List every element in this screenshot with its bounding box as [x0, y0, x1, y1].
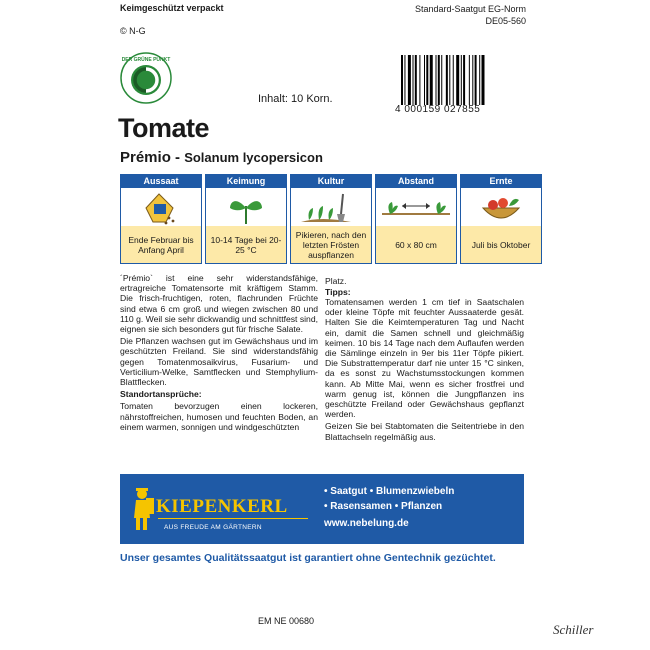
photographer-signature: Schiller — [553, 622, 594, 637]
variety-description: ´Prémio` ist eine sehr widerstandsfähige, ertragreiche Tomatensorte mit kräftigem Stamm. Die frisch-fruchtigen, roten, flachrunden Früchte sind etwa 6 cm groß und wiegen zwischen 80 und 110 g. Weil sie sehr dickwandig und schnittfest sind, eignen sie sich besonders gut für frische Salate. — [120, 273, 318, 335]
location-heading: Standortansprüche: — [120, 389, 202, 400]
icon-box-aussaat — [120, 174, 202, 264]
tips-heading: Tipps: — [325, 287, 351, 297]
description-column-right — [325, 297, 524, 444]
growing-description: Die Pflanzen wachsen gut im Gewächshaus und im geschützten Freiland. Sie sind widerstandsfähig gegen Tomatenmosaikvirus, Fusarium- und Verticilium-Welke, Samtflecken und Stemphylium-Blattflecken. — [120, 336, 318, 388]
icon-header: Keimung — [206, 175, 286, 188]
kiepenkerl-logo — [130, 486, 310, 536]
icon-text: Pikieren, nach den letzten Frösten auspflanzen — [291, 226, 371, 263]
brand-name: KIEPENKERL — [156, 496, 288, 517]
icon-text: 60 x 80 cm — [376, 226, 456, 263]
icon-box-kultur — [290, 174, 372, 264]
cultivation-icons — [120, 174, 531, 264]
product-list — [324, 484, 454, 531]
harvest-bowl-icon — [461, 188, 541, 226]
brand-banner — [120, 474, 524, 544]
protected-packaging-note: Keimgeschützt verpackt — [120, 3, 224, 13]
brand-tagline: AUS FREUDE AM GÄRTNERN — [164, 524, 262, 531]
location-continuation: Platz. — [325, 276, 347, 286]
icon-header: Aussaat — [121, 175, 201, 188]
product-code: EM NE 00680 — [258, 616, 315, 626]
logo-divider — [158, 518, 308, 519]
contents-label: Inhalt: 10 Korn. — [258, 93, 333, 105]
product-line-2: • Rasensamen • Pflanzen — [324, 501, 443, 512]
standard-note — [415, 3, 526, 27]
icon-box-keimung — [205, 174, 287, 264]
standard-line: Standard-Saatgut EG-Norm — [414, 4, 526, 14]
product-line-1: • Saatgut • Blumenzwiebeln — [324, 486, 455, 497]
location-description: Tomaten bevorzugen einen lockeren, nährstoffreichen, humosen und feuchten Boden, an einem warmen, sonnigen und windgeschützten — [120, 401, 318, 432]
icon-text: 10-14 Tage bei 20-25 °C — [206, 226, 286, 263]
product-subtitle — [120, 149, 323, 166]
latin-name: Solanum lycopersicon — [184, 150, 323, 165]
gmo-free-guarantee: Unser gesamtes Qualitätssaatgut ist garantiert ohne Gentechnik gezüchtet. — [120, 552, 496, 564]
barcode — [399, 55, 517, 105]
website-link[interactable]: www.nebelung.de — [324, 518, 409, 529]
product-title: Tomate — [118, 113, 210, 143]
icon-header: Ernte — [461, 175, 541, 188]
svg-text:DER GRÜNE PUNKT: DER GRÜNE PUNKT — [121, 57, 171, 63]
icon-text: Ende Februar bis Anfang April — [121, 226, 201, 263]
spacing-icon — [376, 188, 456, 226]
copyright-note: © N-G — [120, 26, 146, 36]
barcode-number: 4 000159 027855 — [395, 104, 481, 115]
icon-header: Kultur — [291, 175, 371, 188]
icon-text: Juli bis Oktober — [461, 226, 541, 263]
variety-name: Prémio - — [120, 149, 181, 166]
seedling-icon — [206, 188, 286, 226]
pruning-tip: Geizen Sie bei Stabtomaten die Seitentriebe in den Blattachseln regelmäßig aus. — [325, 421, 524, 442]
kiepenkerl-figure-icon — [130, 486, 156, 532]
icon-header: Abstand — [376, 175, 456, 188]
green-dot-icon — [120, 52, 172, 104]
description-column-left — [120, 273, 318, 434]
spade-seedlings-icon — [291, 188, 371, 226]
icon-box-ernte — [460, 174, 542, 264]
seed-packet-icon — [121, 188, 201, 226]
standard-code: DE05-560 — [485, 16, 526, 26]
icon-box-abstand — [375, 174, 457, 264]
tips-description: Tomatensamen werden 1 cm tief in Saatschalen oder kleine Töpfe mit feuchter Aussaaterde gesät. Halten Sie die Keimtemperaturen Tag und Nacht ein, damit die Samen schnell und gleichmäßig keimen. 10 bis 14 Tage nach dem Auflaufen werden die Sämlinge einzeln in 9er bis 11er Töpfe pikiert. Die Substrattemperatur darf nie unter 15 °C sinken, da es sonst zu Wachstumsstockungen kommen kann. Ab Mitte Mai, wenn es sicher frostfrei und warm genug ist, können die Jungpflanzen ins geschützte Freiland oder Gewächshaus gepflanzt werden. — [325, 297, 524, 420]
